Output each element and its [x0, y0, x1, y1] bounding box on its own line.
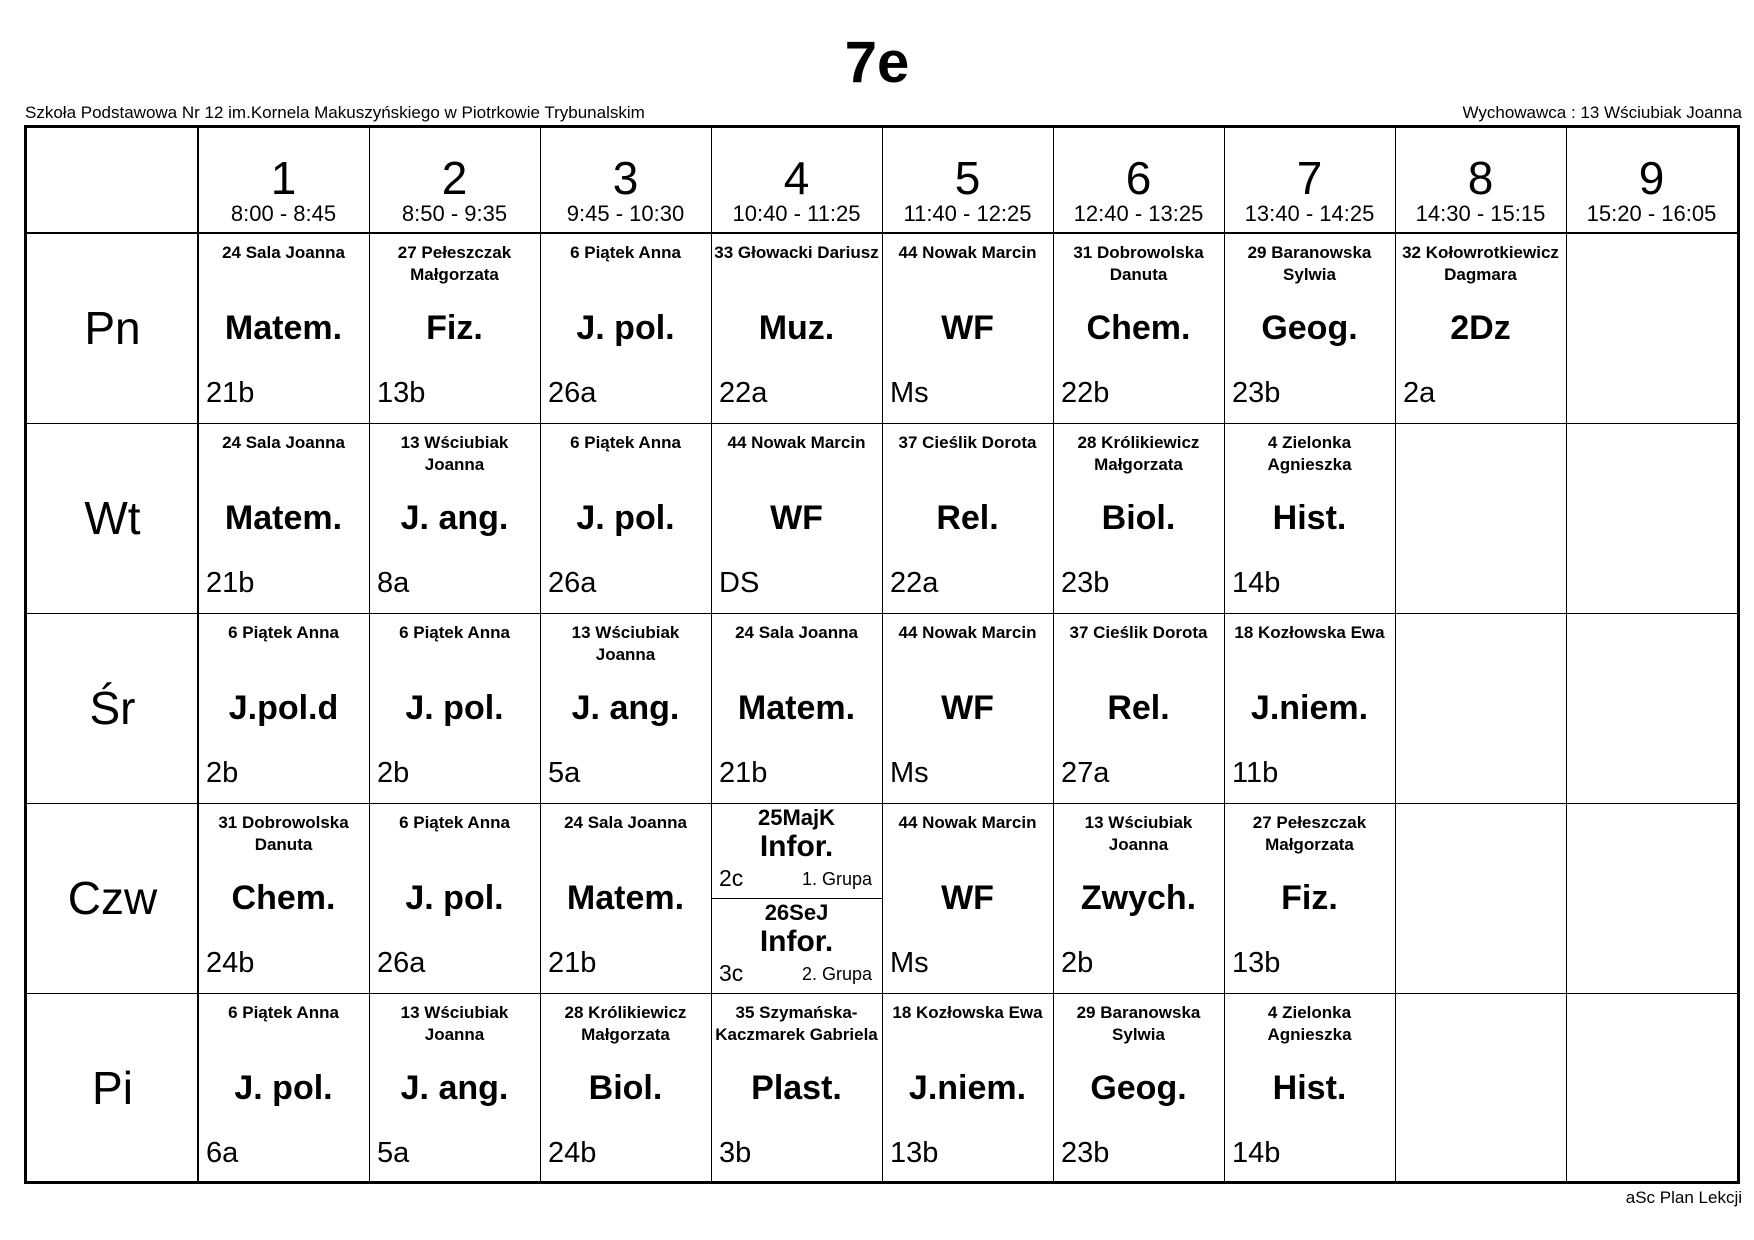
- lesson-cell[interactable]: [882, 613, 1053, 803]
- lesson-room: 2b: [206, 757, 239, 789]
- lesson-subject: Geog.: [1090, 1069, 1187, 1107]
- lesson-teacher: 18 Kozłowska Ewa: [892, 1003, 1043, 1022]
- lesson-subject: J.pol.d: [228, 689, 339, 727]
- lesson-room: Ms: [890, 947, 929, 979]
- lesson-room: 26a: [377, 947, 426, 979]
- lesson-cell[interactable]: [540, 803, 711, 993]
- period-header: [1566, 128, 1737, 233]
- lesson-teacher: 44 Nowak Marcin: [727, 433, 866, 452]
- lesson-cell[interactable]: [198, 613, 369, 803]
- lesson-subject: Zwych.: [1080, 879, 1197, 917]
- period-number: 4: [783, 152, 810, 204]
- lesson-teacher: 24 Sala Joanna: [564, 813, 687, 832]
- lesson-room: 13b: [1232, 947, 1281, 979]
- lesson-room: 22a: [719, 377, 768, 409]
- lesson-room: 23b: [1061, 1137, 1110, 1169]
- lesson-subject: J.niem.: [1250, 689, 1369, 727]
- lesson-room: 21b: [719, 757, 768, 789]
- lesson-teacher: 27 Pełeszczak Małgorzata: [1252, 813, 1367, 854]
- period-header: [540, 128, 711, 233]
- group-lesson[interactable]: [711, 803, 882, 898]
- period-number: 2: [441, 152, 468, 204]
- group-divider: [711, 898, 882, 899]
- class-title: 7e: [844, 30, 910, 95]
- lesson-room: 14b: [1232, 1137, 1281, 1169]
- group-subject: Infor.: [759, 925, 834, 958]
- lesson-cell[interactable]: [882, 803, 1053, 993]
- column-divider: [1566, 128, 1567, 1181]
- lesson-teacher: 6 Piątek Anna: [399, 623, 510, 642]
- lesson-cell[interactable]: [1053, 993, 1224, 1183]
- lesson-room: 13b: [890, 1137, 939, 1169]
- group-subject: Infor.: [759, 830, 834, 863]
- lesson-subject: Geog.: [1261, 309, 1358, 347]
- day-label: Pi: [92, 1062, 133, 1114]
- lesson-cell[interactable]: [1053, 233, 1224, 423]
- period-time: 8:50 - 9:35: [401, 201, 508, 226]
- lesson-cell[interactable]: [369, 993, 540, 1183]
- period-time: 9:45 - 10:30: [566, 201, 685, 226]
- lesson-subject: WF: [941, 689, 994, 727]
- lesson-subject: Muz.: [758, 309, 835, 347]
- lesson-subject: J. pol.: [576, 499, 675, 537]
- lesson-subject: J. pol.: [576, 309, 675, 347]
- lesson-room: 21b: [206, 377, 255, 409]
- lesson-subject: Fiz.: [1281, 879, 1338, 917]
- lesson-room: 14b: [1232, 567, 1281, 599]
- lesson-subject: Chem.: [231, 879, 336, 917]
- lesson-teacher: 13 Wściubiak Joanna: [571, 623, 680, 664]
- lesson-cell[interactable]: [369, 803, 540, 993]
- lesson-cell[interactable]: [198, 423, 369, 613]
- lesson-subject: Matem.: [566, 879, 685, 917]
- lesson-subject: Rel.: [936, 499, 999, 537]
- lesson-cell[interactable]: [1224, 233, 1395, 423]
- lesson-teacher: 29 Baranowska Sylwia: [1076, 1003, 1201, 1044]
- footer-credit: aSc Plan Lekcji: [1625, 1188, 1742, 1207]
- lesson-room: DS: [719, 567, 760, 599]
- lesson-subject: Hist.: [1272, 499, 1347, 537]
- lesson-teacher: 13 Wściubiak Joanna: [400, 1003, 509, 1044]
- lesson-teacher: 33 Głowacki Dariusz: [714, 243, 879, 262]
- group-teacher: 26SeJ: [764, 900, 829, 925]
- lesson-teacher: 31 Dobrowolska Danuta: [218, 813, 349, 854]
- lesson-cell[interactable]: [1053, 803, 1224, 993]
- lesson-room: 3b: [719, 1137, 752, 1169]
- lesson-cell[interactable]: [882, 233, 1053, 423]
- lesson-room: 21b: [206, 567, 255, 599]
- lesson-cell[interactable]: [1224, 803, 1395, 993]
- period-header: [1395, 128, 1566, 233]
- lesson-cell[interactable]: [540, 423, 711, 613]
- period-time: 12:40 - 13:25: [1073, 201, 1204, 226]
- lesson-cell[interactable]: [198, 803, 369, 993]
- lesson-teacher: 37 Cieślik Dorota: [1069, 623, 1208, 642]
- lesson-cell[interactable]: [540, 613, 711, 803]
- lesson-teacher: 6 Piątek Anna: [228, 1003, 339, 1022]
- day-label: Wt: [84, 492, 141, 544]
- lesson-room: 27a: [1061, 757, 1110, 789]
- period-header: [1224, 128, 1395, 233]
- lesson-subject: Fiz.: [426, 309, 483, 347]
- lesson-subject: Plast.: [751, 1069, 842, 1107]
- lesson-subject: Biol.: [588, 1069, 663, 1107]
- lesson-teacher: 24 Sala Joanna: [735, 623, 858, 642]
- period-number: 6: [1125, 152, 1152, 204]
- lesson-cell[interactable]: [1224, 993, 1395, 1183]
- lesson-room: 23b: [1232, 377, 1281, 409]
- lesson-cell[interactable]: [711, 613, 882, 803]
- lesson-room: 21b: [548, 947, 597, 979]
- lesson-cell[interactable]: [1053, 613, 1224, 803]
- lesson-subject: Rel.: [1107, 689, 1170, 727]
- lesson-teacher: 27 Pełeszczak Małgorzata: [397, 243, 512, 284]
- form-teacher: Wychowawca : 13 Wściubiak Joanna: [1462, 103, 1742, 122]
- lesson-room: Ms: [890, 757, 929, 789]
- lesson-subject: Hist.: [1272, 1069, 1347, 1107]
- lesson-room: 24b: [206, 947, 255, 979]
- day-label: Czw: [67, 872, 158, 924]
- period-time: 11:40 - 12:25: [903, 201, 1032, 226]
- lesson-room: 2a: [1403, 377, 1436, 409]
- lesson-cell[interactable]: [198, 993, 369, 1183]
- lesson-room: 11b: [1232, 757, 1279, 789]
- period-number: 1: [270, 152, 297, 204]
- day-label: Pn: [84, 302, 141, 354]
- lesson-room: 13b: [377, 377, 426, 409]
- lesson-teacher: 4 Zielonka Agnieszka: [1267, 433, 1352, 474]
- lesson-cell[interactable]: [540, 233, 711, 423]
- day-label: Śr: [89, 682, 136, 734]
- period-time: 14:30 - 15:15: [1415, 201, 1546, 226]
- lesson-subject: Matem.: [224, 499, 343, 537]
- lesson-teacher: 44 Nowak Marcin: [898, 813, 1037, 832]
- school-name: Szkoła Podstawowa Nr 12 im.Kornela Makuszyńskiego w Piotrkowie Trybunalskim: [25, 103, 645, 122]
- lesson-cell[interactable]: [711, 423, 882, 613]
- lesson-teacher: 44 Nowak Marcin: [898, 243, 1037, 262]
- period-number: 8: [1467, 152, 1494, 204]
- period-time: 13:40 - 14:25: [1244, 201, 1375, 226]
- lesson-room: 8a: [377, 567, 410, 599]
- lesson-teacher: 24 Sala Joanna: [222, 433, 345, 452]
- lesson-cell[interactable]: [882, 423, 1053, 613]
- lesson-room: 23b: [1061, 567, 1110, 599]
- lesson-cell[interactable]: [369, 613, 540, 803]
- lesson-room: 2b: [377, 757, 410, 789]
- lesson-teacher: 24 Sala Joanna: [222, 243, 345, 262]
- lesson-room: 22a: [890, 567, 939, 599]
- group-room: 3c: [719, 960, 744, 986]
- group-label: 1. Grupa: [801, 869, 872, 889]
- lesson-teacher: 37 Cieślik Dorota: [898, 433, 1037, 452]
- lesson-room: 5a: [548, 757, 581, 789]
- lesson-teacher: 4 Zielonka Agnieszka: [1267, 1003, 1352, 1044]
- period-header: [711, 128, 882, 233]
- group-room: 2c: [719, 865, 744, 891]
- lesson-cell[interactable]: [711, 803, 882, 993]
- period-header: [198, 128, 369, 233]
- lesson-cell[interactable]: [369, 423, 540, 613]
- period-time: 10:40 - 11:25: [732, 201, 861, 226]
- lesson-subject: Chem.: [1086, 309, 1191, 347]
- lesson-teacher: 29 Baranowska Sylwia: [1247, 243, 1372, 284]
- period-number: 7: [1296, 152, 1323, 204]
- lesson-subject: J. pol.: [234, 1069, 333, 1107]
- lesson-cell[interactable]: [198, 233, 369, 423]
- lesson-cell[interactable]: [1224, 613, 1395, 803]
- lesson-teacher: 6 Piątek Anna: [228, 623, 339, 642]
- group-teacher: 25MajK: [757, 805, 836, 830]
- lesson-room: 26a: [548, 567, 597, 599]
- lesson-teacher: 13 Wściubiak Joanna: [400, 433, 509, 474]
- lesson-subject: J. pol.: [405, 689, 504, 727]
- lesson-cell[interactable]: [540, 993, 711, 1183]
- lesson-room: 24b: [548, 1137, 597, 1169]
- period-header: [369, 128, 540, 233]
- lesson-teacher: 31 Dobrowolska Danuta: [1073, 243, 1204, 284]
- lesson-cell[interactable]: [1224, 423, 1395, 613]
- group-label: 2. Grupa: [801, 964, 872, 984]
- lesson-teacher: 6 Piątek Anna: [399, 813, 510, 832]
- lesson-teacher: 13 Wściubiak Joanna: [1084, 813, 1193, 854]
- lesson-subject: Matem.: [737, 689, 856, 727]
- lesson-cell[interactable]: [1053, 423, 1224, 613]
- lesson-teacher: 44 Nowak Marcin: [898, 623, 1037, 642]
- lesson-teacher: 18 Kozłowska Ewa: [1234, 623, 1385, 642]
- lesson-cell[interactable]: [1395, 233, 1566, 423]
- period-number: 9: [1638, 152, 1665, 204]
- period-header: [882, 128, 1053, 233]
- lesson-subject: 2Dz: [1450, 309, 1511, 347]
- lesson-teacher: 32 Kołowrotkiewicz Dagmara: [1402, 243, 1559, 284]
- lesson-subject: J. ang.: [400, 1069, 509, 1107]
- period-header: [1053, 128, 1224, 233]
- lesson-teacher: 35 Szymańska-Kaczmarek Gabriela: [715, 1003, 878, 1044]
- lesson-cell[interactable]: [882, 993, 1053, 1183]
- lesson-room: 26a: [548, 377, 597, 409]
- lesson-cell[interactable]: [711, 993, 882, 1183]
- timetable-grid: [24, 125, 1740, 1184]
- lesson-room: Ms: [890, 377, 929, 409]
- lesson-subject: WF: [941, 309, 994, 347]
- lesson-cell[interactable]: [711, 233, 882, 423]
- lesson-subject: Biol.: [1101, 499, 1176, 537]
- lesson-teacher: 28 Królikiewicz Małgorzata: [1077, 433, 1200, 474]
- lesson-subject: J. pol.: [405, 879, 504, 917]
- lesson-subject: Matem.: [224, 309, 343, 347]
- lesson-subject: J. ang.: [571, 689, 680, 727]
- lesson-subject: WF: [770, 499, 823, 537]
- lesson-teacher: 28 Królikiewicz Małgorzata: [564, 1003, 687, 1044]
- period-time: 15:20 - 16:05: [1586, 201, 1717, 226]
- period-number: 5: [954, 152, 981, 204]
- lesson-room: 2b: [1061, 947, 1094, 979]
- lesson-teacher: 6 Piątek Anna: [570, 433, 681, 452]
- lesson-subject: WF: [941, 879, 994, 917]
- group-lesson[interactable]: [711, 898, 882, 993]
- lesson-subject: J.niem.: [908, 1069, 1027, 1107]
- lesson-cell[interactable]: [369, 233, 540, 423]
- lesson-subject: J. ang.: [400, 499, 509, 537]
- period-number: 3: [612, 152, 639, 204]
- period-time: 8:00 - 8:45: [230, 201, 337, 226]
- lesson-teacher: 6 Piątek Anna: [570, 243, 681, 262]
- lesson-room: 6a: [206, 1137, 239, 1169]
- lesson-room: 22b: [1061, 377, 1110, 409]
- lesson-room: 5a: [377, 1137, 410, 1169]
